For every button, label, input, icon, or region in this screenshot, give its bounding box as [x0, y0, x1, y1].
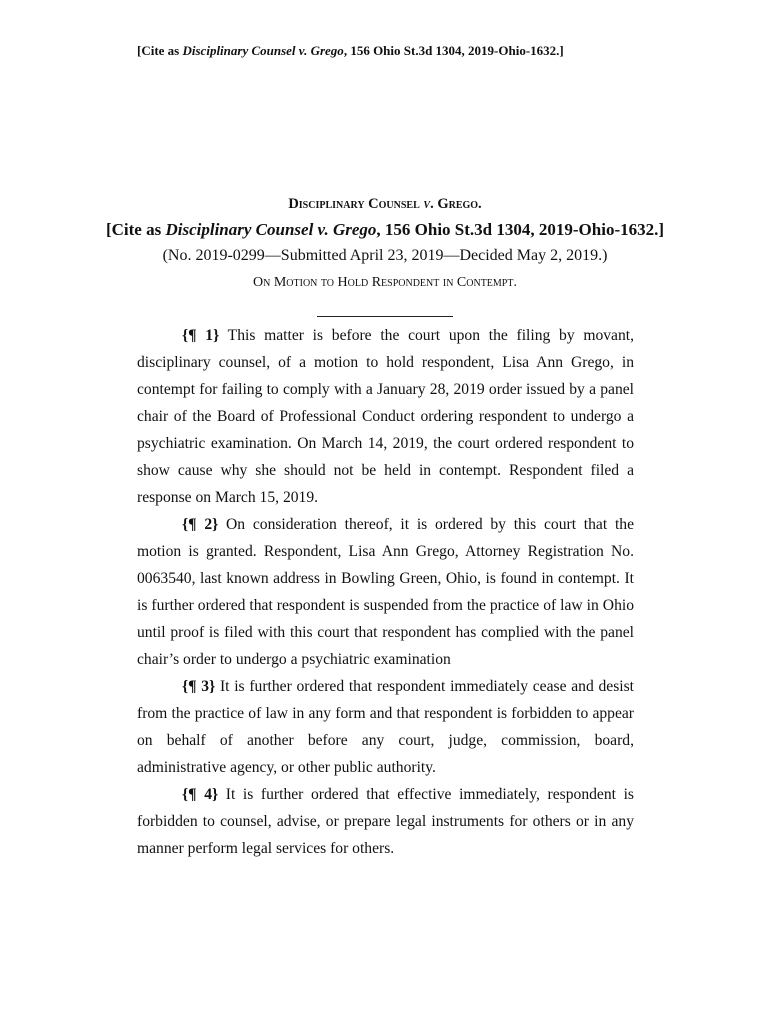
- paragraph-text: It is further ordered that effective immediately, respondent is forbidden to counsel, advise, or prepare legal instruments for others or in any manner perform legal services for others.: [137, 786, 634, 857]
- case-title-after: . Grego.: [430, 196, 482, 212]
- header-cite-rest: , 156 Ohio St.3d 1304, 2019-Ohio-1632.]: [343, 43, 564, 58]
- caption-cite-open: [Cite as: [105, 220, 166, 239]
- docket-line: (No. 2019-0299—Submitted April 23, 2019—Decided May 2, 2019.): [162, 247, 608, 264]
- paragraph-1: [137, 322, 634, 511]
- paragraph-text: On consideration thereof, it is ordered by this court that the motion is granted. Respondent, Lisa Ann Grego, Attorney Registration No. 0063540, last known address in Bowling Green, Ohio, is found in contempt. It is further ordered that respondent is suspended from the practice of law in Ohio until proof is filed with this court that respondent has complied with the panel chair’s order to undergo a psychiatric examination: [137, 516, 634, 668]
- paragraph-number: {¶ 3}: [182, 678, 216, 695]
- case-title-before: Disciplinary Counsel: [288, 196, 424, 212]
- paragraph-number: {¶ 4}: [182, 786, 219, 803]
- caption-divider: [317, 316, 453, 317]
- case-title-versus: v: [423, 196, 431, 212]
- opinion-body: [137, 322, 634, 862]
- paragraph-3: [137, 673, 634, 781]
- caption-cite-rest: , 156 Ohio St.3d 1304, 2019-Ohio-1632.]: [376, 220, 665, 239]
- paragraph-text: It is further ordered that respondent immediately cease and desist from the practice of law in any form and that respondent is forbidden to appear on behalf of another before any court, judge, commission, board, administrative agency, or other public authority.: [137, 678, 634, 776]
- motion-heading: On Motion to Hold Respondent in Contempt.: [253, 275, 517, 290]
- paragraph-number: {¶ 2}: [182, 516, 219, 533]
- running-header-citation: [137, 43, 564, 59]
- caption-cite-case-name: Disciplinary Counsel v. Grego: [165, 220, 377, 239]
- paragraph-number: {¶ 1}: [182, 327, 220, 344]
- paragraph-4: [137, 781, 634, 862]
- caption-citation: [0, 220, 770, 240]
- header-cite-open: [Cite as: [137, 43, 183, 58]
- paragraph-2: [137, 511, 634, 673]
- case-title: [0, 196, 770, 213]
- paragraph-text: This matter is before the court upon the filing by movant, disciplinary counsel, of a motion to hold respondent, Lisa Ann Grego, in contempt for failing to comply with a January 28, 2019 order issued by a panel chair of the Board of Professional Conduct ordering respondent to undergo a psychiatric examination. On March 14, 2019, the court ordered respondent to show cause why she should not be held in contempt. Respondent filed a response on March 15, 2019.: [137, 327, 635, 506]
- header-cite-case-name: Disciplinary Counsel v. Grego: [182, 43, 344, 58]
